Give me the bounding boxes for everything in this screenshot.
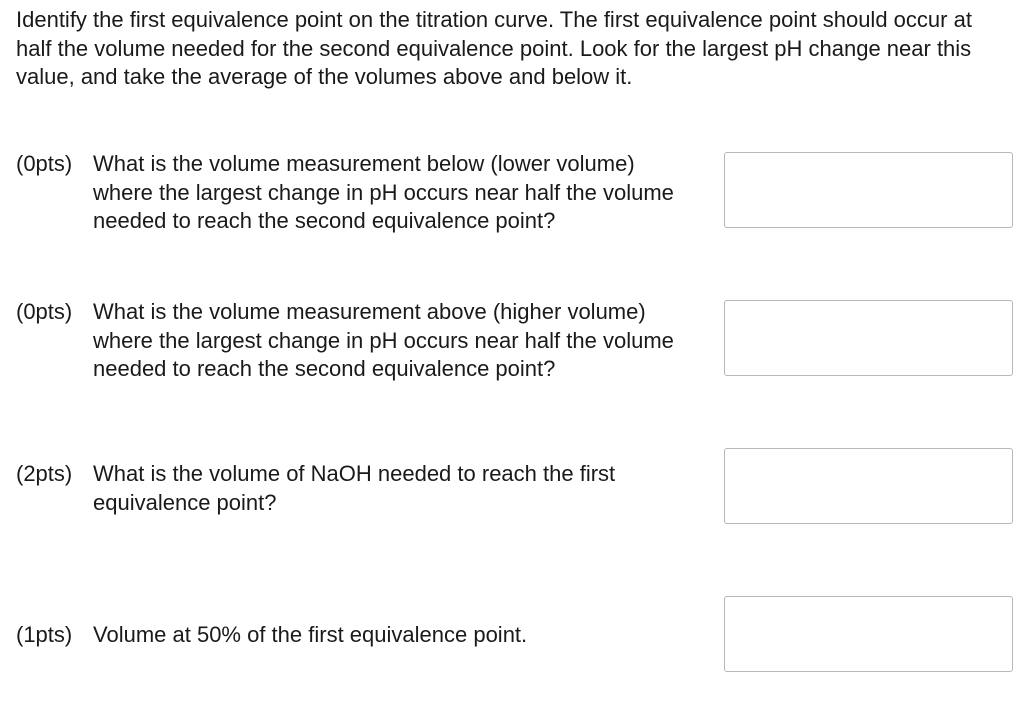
question-prompt: Volume at 50% of the first equivalence point. bbox=[93, 622, 528, 647]
question-higher-volume bbox=[16, 298, 1016, 381]
instructions-text: Identify the first equivalence point on the titration curve. The first equivalence point should occur at half the volume needed for the second equivalence point. Look for the largest pH change near this value, and take the average of the volumes above and below it. bbox=[16, 7, 972, 89]
question-prompt: What is the volume of NaOH needed to reach the first equivalence point? bbox=[93, 461, 616, 515]
answer-input-first-equivalence-volume[interactable] bbox=[724, 448, 1013, 524]
question-prompt: What is the volume measurement above (higher volume) where the largest change in pH occurs near half the volume needed to reach the second equivalence point? bbox=[93, 299, 674, 381]
points-label: (0pts) bbox=[16, 151, 73, 176]
question-lower-volume bbox=[16, 150, 1016, 233]
question-prompt: What is the volume measurement below (lower volume) where the largest change in pH occurs near half the volume needed to reach the second equivalence point? bbox=[93, 151, 674, 233]
points-label: (2pts) bbox=[16, 461, 73, 486]
answer-input-higher-volume[interactable] bbox=[724, 300, 1013, 376]
answer-input-half-equivalence-volume[interactable] bbox=[724, 596, 1013, 672]
points-label: (0pts) bbox=[16, 299, 73, 324]
points-label: (1pts) bbox=[16, 622, 73, 647]
question-first-equivalence-volume bbox=[16, 460, 1016, 540]
answer-input-lower-volume[interactable] bbox=[724, 152, 1013, 228]
question-half-equivalence-volume bbox=[16, 621, 1016, 701]
